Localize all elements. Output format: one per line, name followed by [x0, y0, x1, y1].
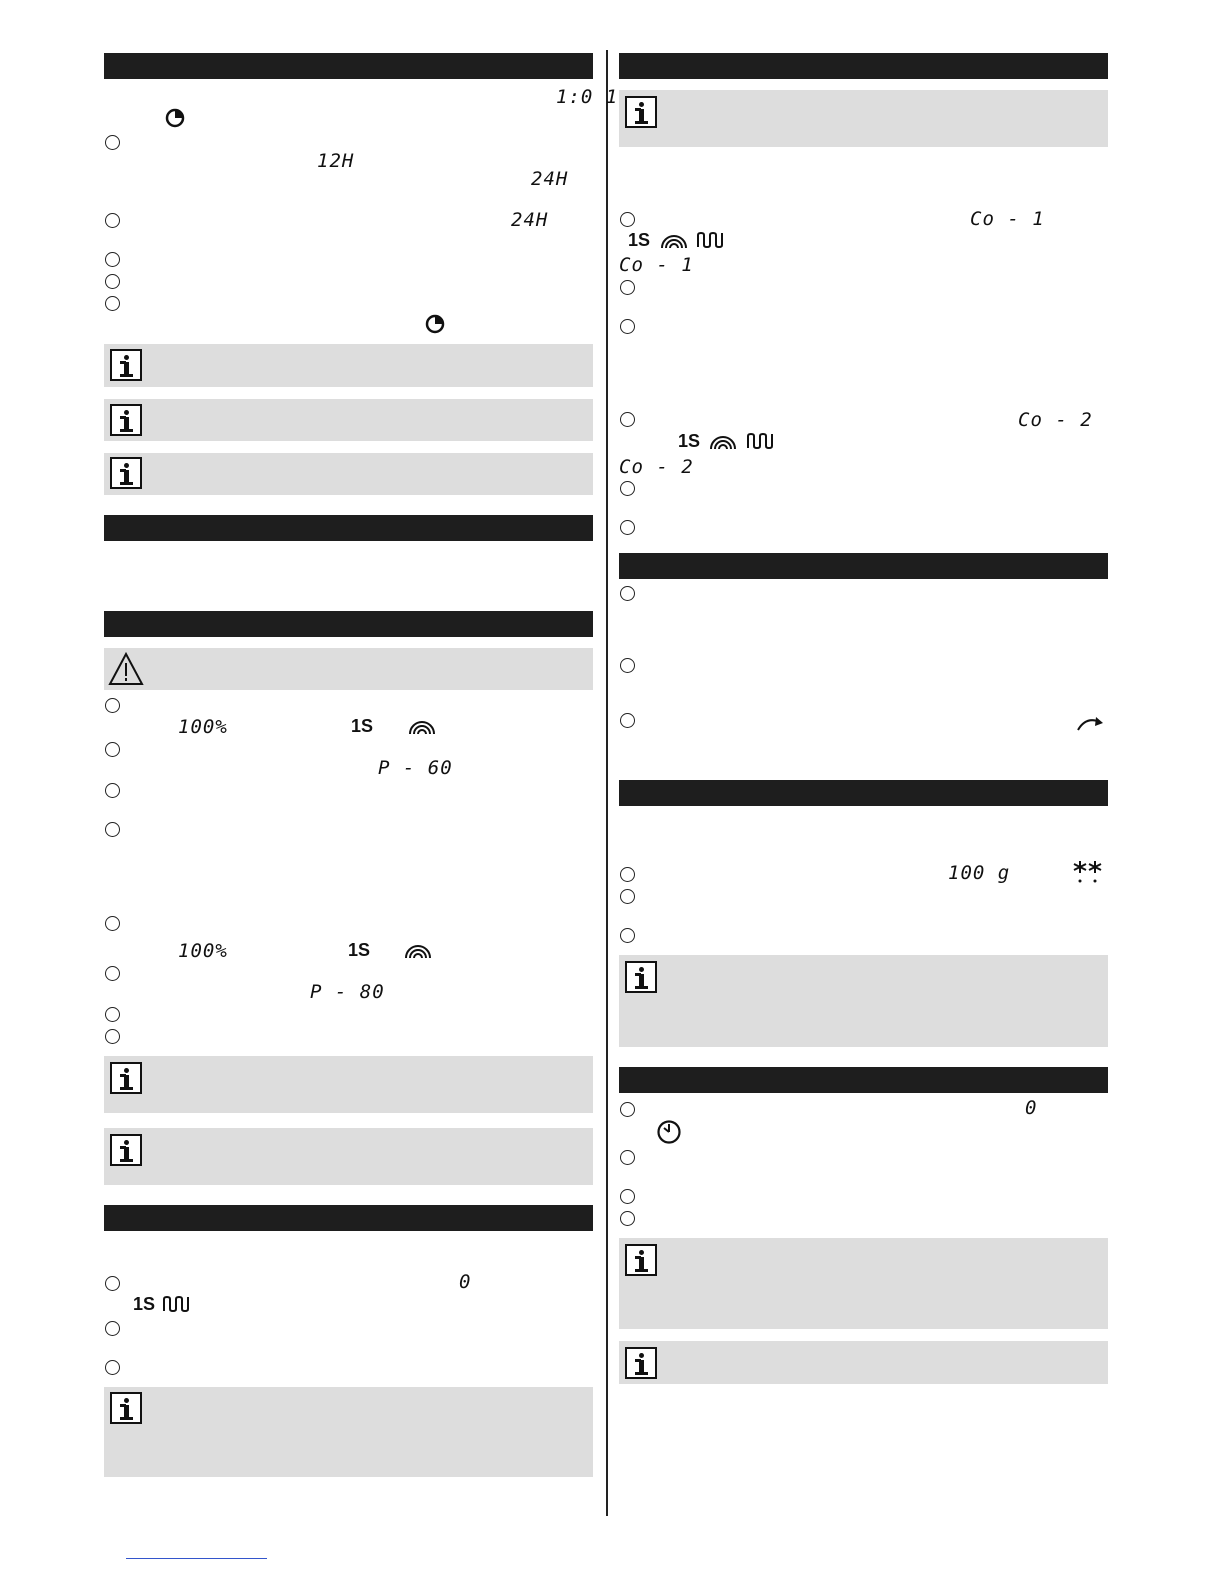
step-marker: [620, 1102, 635, 1117]
info-icon: [625, 96, 657, 128]
lcd-zero: 0: [459, 1271, 472, 1293]
step-marker: [105, 742, 120, 757]
power-1s-label: 1S: [348, 940, 371, 960]
section-header-combi: [619, 53, 1108, 79]
note-box: [104, 453, 593, 495]
section-header-grill: [104, 1205, 593, 1231]
microwave-wave-icon: [404, 940, 432, 960]
lcd-combi-2: Co - 2: [619, 456, 694, 478]
microwave-wave-icon: [709, 431, 737, 451]
step-marker: [620, 928, 635, 943]
step-marker: [620, 481, 635, 496]
microwave-wave-icon: [660, 230, 688, 250]
step-marker: [105, 1007, 120, 1022]
lcd-weight: 100 g: [948, 862, 1011, 884]
info-icon: [625, 961, 657, 993]
step-marker: [620, 520, 635, 535]
defrost-snowflake-icon: [1072, 859, 1104, 885]
grill-icon: [746, 433, 776, 449]
warning-triangle-icon: [108, 652, 144, 686]
step-marker: [620, 1189, 635, 1204]
step-marker: [105, 274, 120, 289]
step-marker: [105, 252, 120, 267]
note-box: [104, 344, 593, 387]
info-icon: [110, 1134, 142, 1166]
step-marker: [105, 698, 120, 713]
step-marker: [105, 296, 120, 311]
step-marker: [620, 1211, 635, 1226]
note-box: [104, 1128, 593, 1185]
lcd-mode-24h: 24H: [531, 168, 569, 190]
step-marker: [105, 783, 120, 798]
step-marker: [620, 867, 635, 882]
step-marker: [620, 412, 635, 427]
step-marker: [105, 822, 120, 837]
info-icon: [110, 404, 142, 436]
note-box: [104, 399, 593, 441]
lcd-percent-100: 100%: [178, 940, 228, 962]
step-marker: [105, 135, 120, 150]
step-marker: [105, 1321, 120, 1336]
clock-icon: [425, 314, 445, 334]
step-marker: [105, 213, 120, 228]
step-marker: [620, 889, 635, 904]
step-marker: [620, 658, 635, 673]
power-1s-label: 1S: [351, 716, 374, 736]
step-marker: [105, 966, 120, 981]
note-box: [619, 1238, 1108, 1329]
info-icon: [110, 1062, 142, 1094]
info-icon: [110, 457, 142, 489]
lcd-zero: 0: [1025, 1097, 1038, 1119]
section-header: [104, 515, 593, 541]
info-icon: [110, 1392, 142, 1424]
lcd-mode-24h: 24H: [511, 209, 549, 231]
step-marker: [620, 319, 635, 334]
section-header-microwave: [104, 611, 593, 637]
step-marker: [620, 713, 635, 728]
power-1s-label: 1S: [678, 431, 701, 451]
kitchen-timer-icon: [656, 1119, 682, 1145]
power-1s-label: 1S: [133, 1294, 156, 1314]
lcd-program-p80: P - 80: [310, 981, 385, 1003]
info-icon: [110, 349, 142, 381]
footer-link-underline: [126, 1558, 267, 1559]
step-marker: [105, 1360, 120, 1375]
step-marker: [105, 1276, 120, 1291]
section-header-clock: [104, 53, 593, 79]
clock-icon: [165, 108, 185, 128]
step-marker: [620, 1150, 635, 1165]
warning-box: [104, 648, 593, 690]
note-box: [104, 1056, 593, 1113]
section-header-defrost: [619, 780, 1108, 806]
note-box: [104, 1387, 593, 1477]
lcd-combi-1: Co - 1: [619, 254, 694, 276]
section-header-timer: [619, 1067, 1108, 1093]
step-marker: [620, 586, 635, 601]
lcd-mode-12h: 12H: [317, 150, 355, 172]
info-icon: [625, 1347, 657, 1379]
step-marker: [105, 916, 120, 931]
lcd-clock-time: 1:0 1: [556, 86, 619, 108]
step-marker: [620, 212, 635, 227]
note-box: [619, 1341, 1108, 1384]
microwave-wave-icon: [408, 716, 436, 736]
grill-icon: [696, 232, 726, 248]
step-marker: [105, 1029, 120, 1044]
note-box: [619, 955, 1108, 1047]
info-icon: [625, 1244, 657, 1276]
lcd-combi-1: Co - 1: [970, 208, 1045, 230]
grill-icon: [162, 1296, 192, 1312]
note-box: [619, 90, 1108, 147]
section-header-auto: [619, 553, 1108, 579]
lcd-combi-2: Co - 2: [1018, 409, 1093, 431]
turn-arrow-icon: [1076, 714, 1106, 732]
power-1s-label: 1S: [628, 230, 651, 250]
step-marker: [620, 280, 635, 295]
lcd-program-p60: P - 60: [378, 757, 453, 779]
lcd-percent-100: 100%: [178, 716, 228, 738]
column-divider: [606, 50, 608, 1516]
